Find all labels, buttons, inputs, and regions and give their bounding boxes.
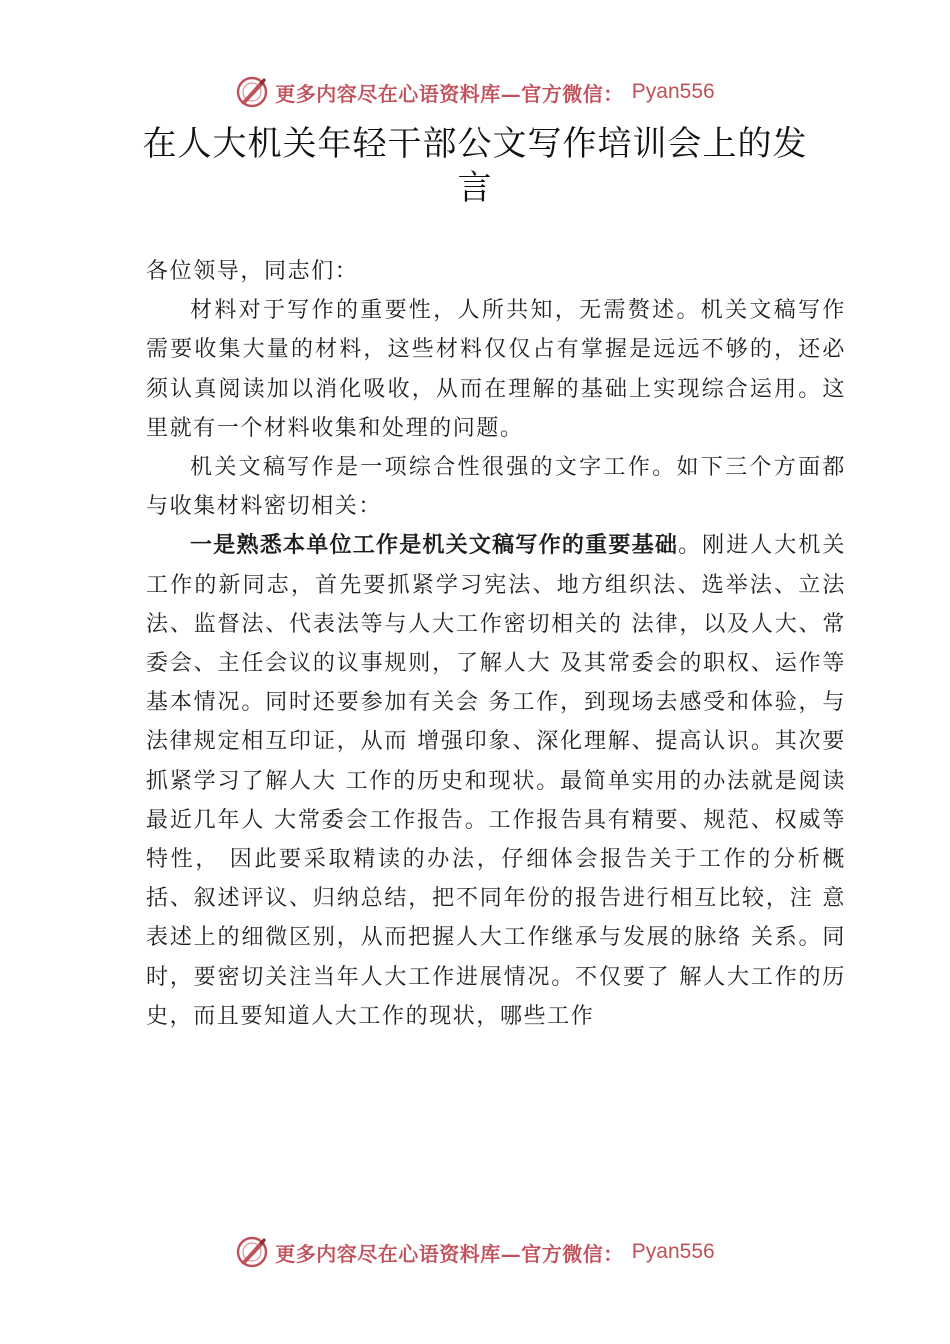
pen-circle-logo-icon: [235, 75, 269, 109]
document-title: 在人大机关年轻干部公文写作培训会上的发言: [142, 124, 808, 208]
paragraph-3: [146, 526, 846, 1036]
watermark-text: 更多内容尽在心语资料库—官方微信：: [275, 81, 624, 106]
document-body: [146, 252, 846, 1036]
pen-circle-logo-icon: [235, 1235, 269, 1269]
paragraph-2: 机关文稿写作是一项综合性很强的文字工作。如下三个方面都与收集材料密切相关：: [146, 455, 846, 520]
watermark-text: 更多内容尽在心语资料库—官方微信：: [275, 1241, 624, 1266]
paragraph-1: 材料对于写作的重要性，人所共知，无需赘述。机关文稿写作需要收集大量的材料，这些材料仅仅占有掌握是远远不够的，还必须认真阅读加以消化吸收，从而在理解的基础上实现综合运用。这里就有一个材料收集和处理的问题。: [146, 298, 846, 441]
footer-watermark: [0, 1232, 950, 1272]
watermark-wechat-id: Pyan556: [631, 80, 715, 103]
watermark-wechat-id: Pyan556: [631, 1240, 715, 1263]
paragraph-3-heading: 一是熟悉本单位工作是机关文稿写作的重要基础: [190, 533, 679, 559]
paragraph-3-text: 。刚进人大机关工作的新同志，首先要抓紧学习宪法、地方组织法、选举法、立法法、监督法、代表法等与人大工作密切相关的 法律，以及人大、常委会、主任会议的议事规则，了解人大 及其常委会的职权、运作等基本情况。同时还要参加有关会 务工作，到现场去感受和体验，与法律规定相互印证，从而 增强印象、深化理解、提高认识。其次要抓紧学习了解人大 工作的历史和现状。最简单实用的办法就是阅读最近几年人 大常委会工作报告。工作报告具有精要、规范、权威等特性， 因此要采取精读的办法，仔细体会报告关于工作的分析概括、叙述评议、归纳总结，把不同年份的报告进行相互比较，注 意表述上的细微区别，从而把握人大工作继承与发展的脉络 关系。同时，要密切关注当年人大工作进展情况。不仅要了 解人大工作的历史，而且要知道人大工作的现状，哪些工作: [146, 533, 846, 1029]
greeting: 各位领导，同志们：: [146, 259, 359, 284]
header-watermark: [0, 72, 950, 112]
